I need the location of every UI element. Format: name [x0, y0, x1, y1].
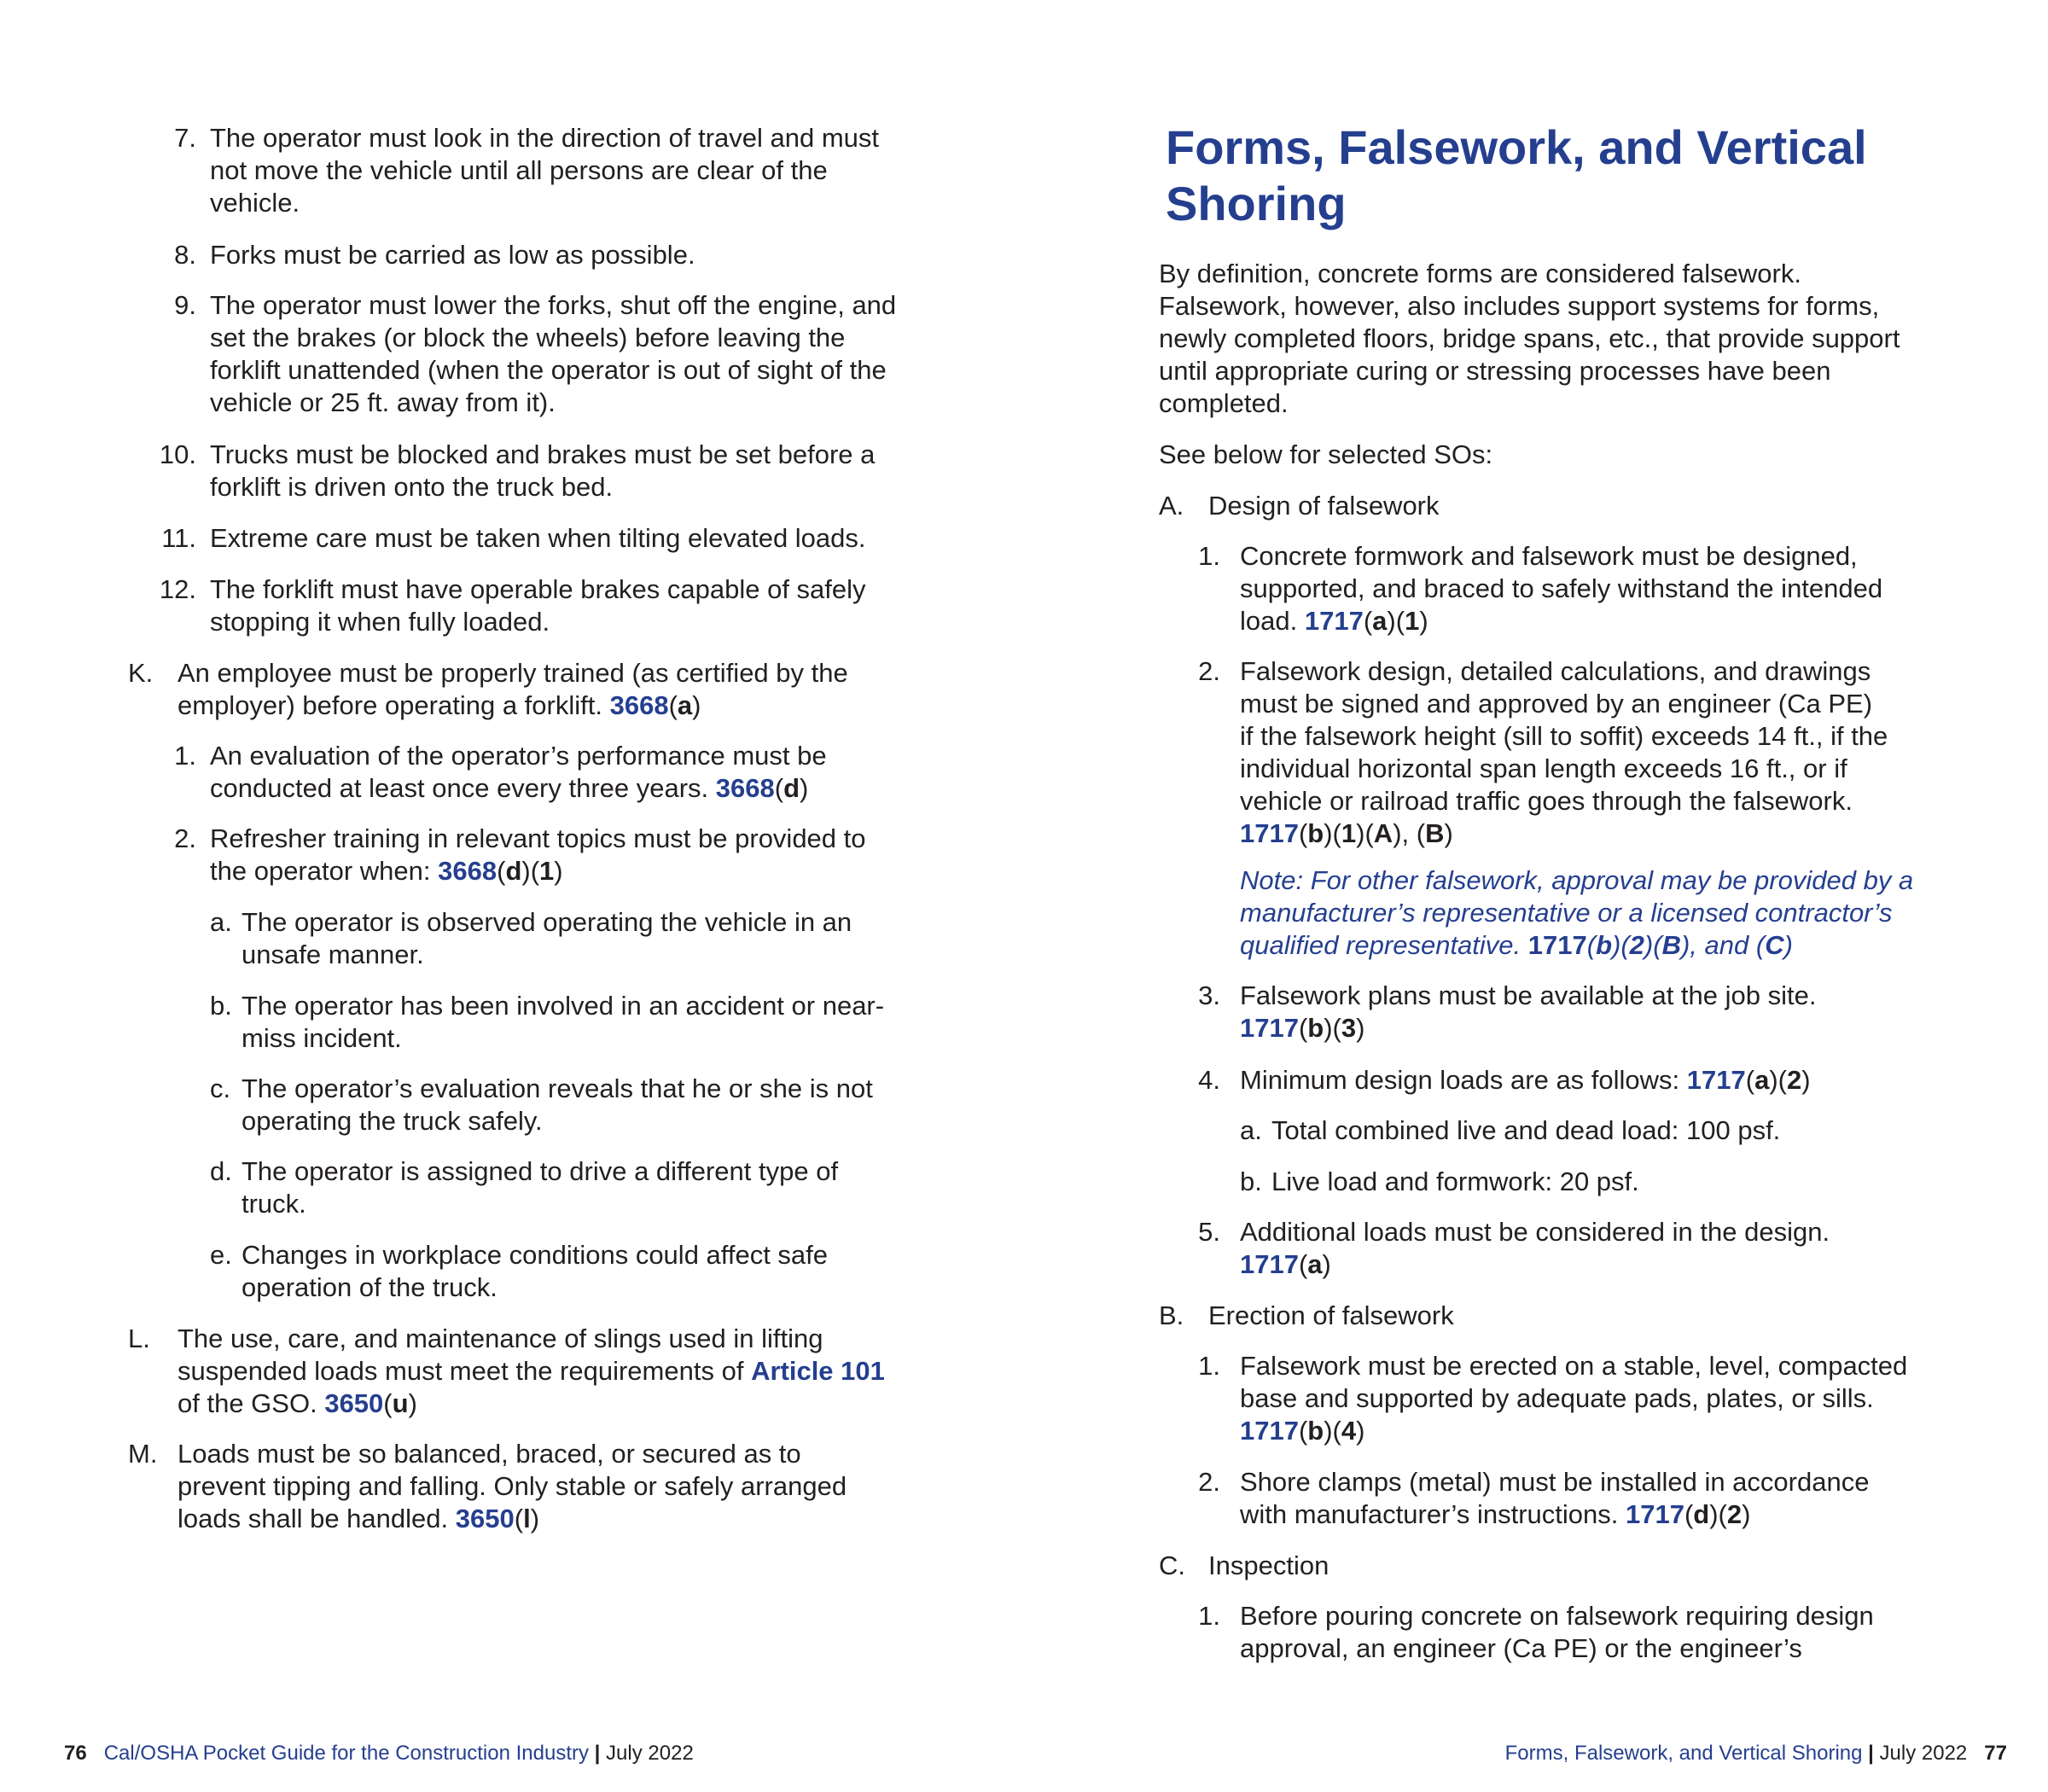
- page-number: 77: [1984, 1742, 2007, 1765]
- right-footer: Forms, Falsework, and Vertical Shoring | July 2022 77: [1504, 1742, 2007, 1765]
- code-ref[interactable]: 1717: [1527, 930, 1587, 960]
- code-ref[interactable]: 3650: [455, 1504, 515, 1533]
- code-ref[interactable]: 1717: [1240, 818, 1299, 848]
- footer-date: July 2022: [606, 1742, 694, 1765]
- left-footer: 76 Cal/OSHA Pocket Guide for the Construction Industry | July 2022: [64, 1742, 694, 1765]
- footer-date: July 2022: [1879, 1742, 1968, 1765]
- footer-title: Cal/OSHA Pocket Guide for the Construction Industry: [103, 1742, 589, 1765]
- code-ref[interactable]: 1717: [1686, 1065, 1746, 1095]
- code-ref[interactable]: 3668: [438, 856, 497, 886]
- code-ref[interactable]: 1717: [1240, 1013, 1299, 1043]
- code-ref[interactable]: 1717: [1240, 1249, 1299, 1279]
- article-link[interactable]: Article 101: [751, 1356, 885, 1386]
- code-ref[interactable]: 1717: [1626, 1499, 1684, 1529]
- page-title: Forms, Falsework, and Vertical Shoring: [1166, 120, 1867, 230]
- code-ref[interactable]: 3650: [324, 1388, 384, 1418]
- code-ref[interactable]: 1717: [1240, 1416, 1299, 1446]
- code-ref[interactable]: 3668: [715, 773, 775, 803]
- page-number: 76: [64, 1742, 87, 1765]
- code-ref[interactable]: 3668: [609, 690, 669, 720]
- code-ref[interactable]: 1717: [1304, 606, 1364, 636]
- footer-title: Forms, Falsework, and Vertical Shoring: [1504, 1742, 1863, 1765]
